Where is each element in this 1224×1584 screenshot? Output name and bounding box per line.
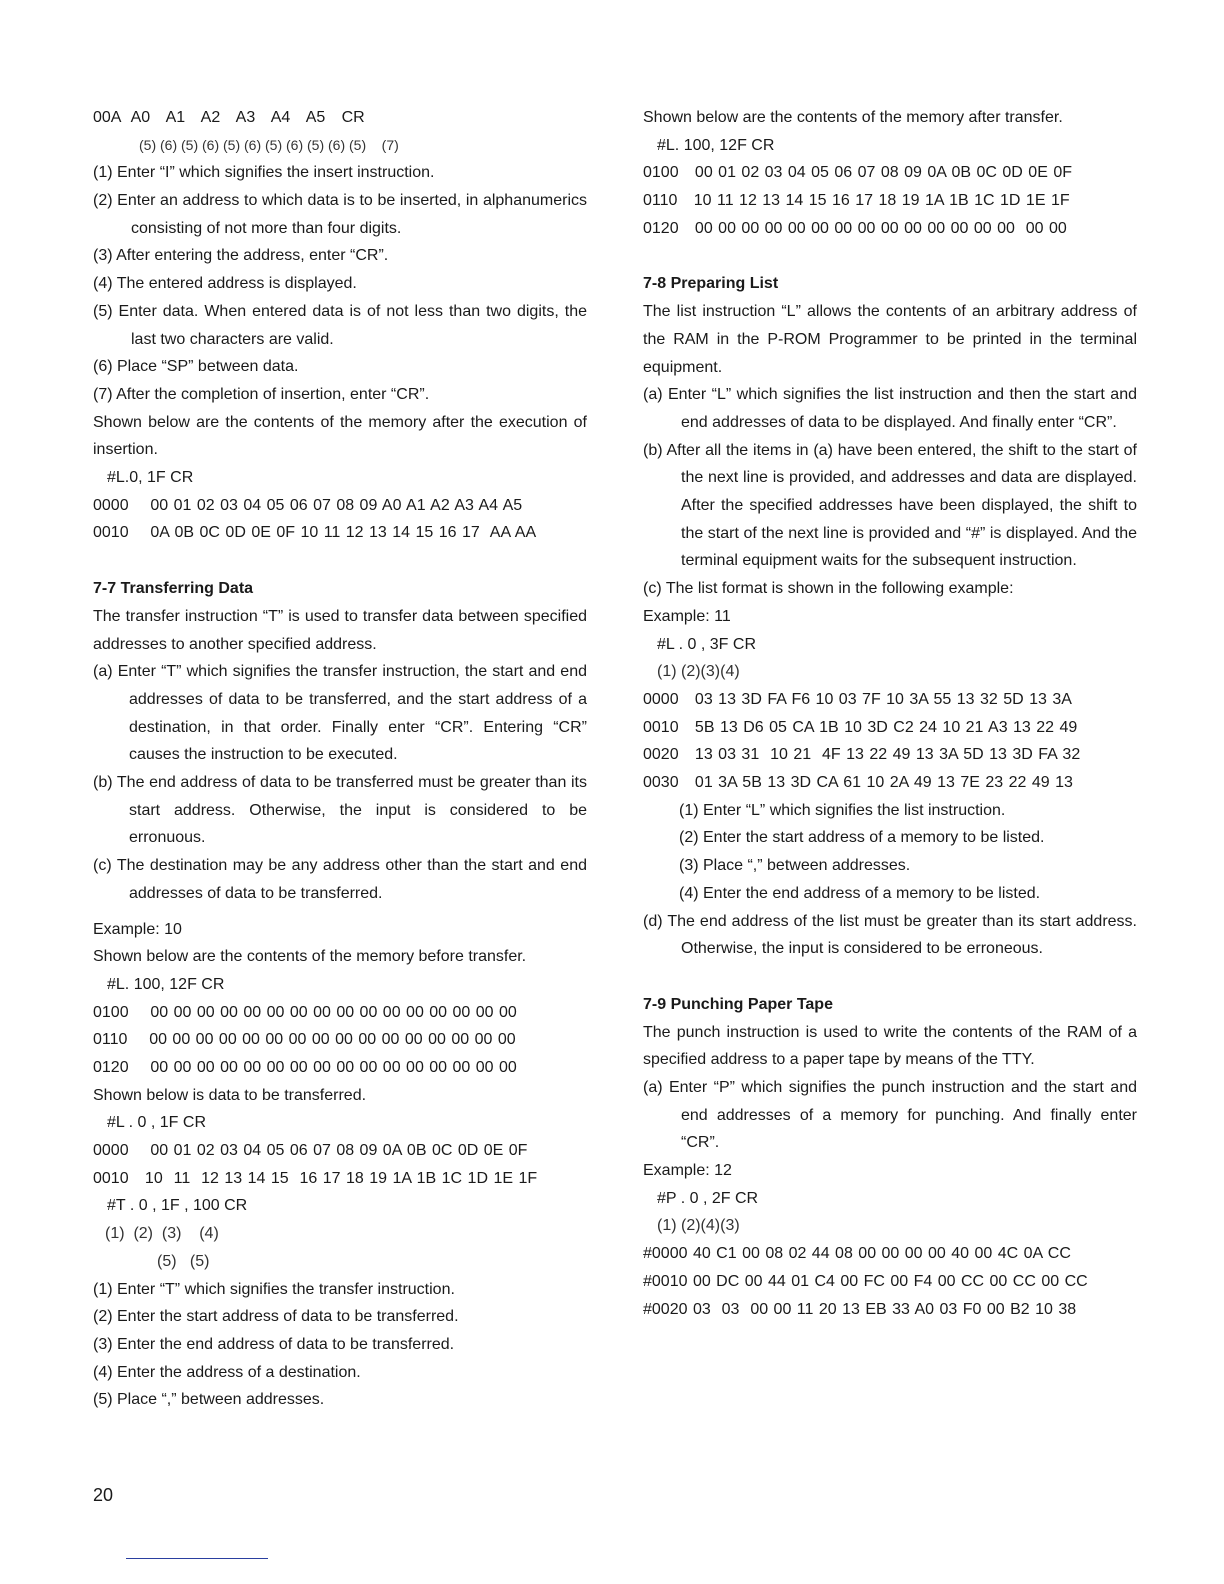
transfer-marks: (1) (2) (3) (4): [105, 1225, 219, 1243]
memory-row: 0120 00 00 00 00 00 00 00 00 00 00 00 00 00 00 00 00: [643, 219, 1067, 237]
transfer-item-b: (b) The end address of data to be transferred must be greater than its start address. Otherwise, the input is considered to be erronuous.: [93, 774, 587, 847]
list-step-2: (2) Enter the start address of a memory to be listed.: [679, 829, 1045, 847]
punch-command: #P . 0 , 2F CR: [657, 1189, 759, 1207]
insert-step-6: (6) Place “SP” between data.: [93, 358, 299, 376]
left-column: [93, 104, 587, 1414]
list-command: #L. 100, 12F CR: [107, 975, 225, 993]
memory-row: 0000 00 01 02 03 04 05 06 07 08 09 A0 A1 A2 A3 A4 A5: [93, 496, 523, 514]
insert-step-2: (2) Enter an address to which data is to be inserted, in alphanumerics consisting of not more than four digits.: [93, 192, 587, 237]
list-command: #L.0, 1F CR: [107, 469, 194, 487]
transfer-step-5: (5) Place “,” between addresses.: [93, 1391, 325, 1409]
memory-row: 0110 00 00 00 00 00 00 00 00 00 00 00 00 00 00 00 00: [93, 1031, 516, 1049]
memory-row: 0010 10 11 12 13 14 15 16 17 18 19 1A 1B 1C 1D 1E 1F: [93, 1169, 538, 1187]
list-item-d: (d) The end address of the list must be greater than its start address. Otherwise, the input is considered to be erroneous.: [643, 912, 1137, 958]
insert-step-7: (7) After the completion of insertion, enter “CR”.: [93, 386, 430, 403]
transfer-step-3: (3) Enter the end address of data to be transferred.: [93, 1335, 455, 1353]
list-step-1: (1) Enter “L” which signifies the list instruction.: [679, 801, 1006, 819]
transfer-item-a: (a) Enter “T” which signifies the transfer instruction, the start and end addresses of data to be transferred, and the start address of a destination, in that order. Finally enter “CR”. Entering “CR” causes the instruction to be executed.: [93, 663, 587, 764]
list-item-b: (b) After all the items in (a) have been entered, the shift to the start of the next line is provided, and addresses and data are displayed. After the specified addresses have been displayed, the shift to the start of the next line is provided and “#” is displayed. And the terminal equipment waits for the subsequent instruction.: [643, 441, 1137, 570]
list-command: #L . 0 , 1F CR: [107, 1114, 206, 1132]
insert-step-marks: (5) (6) (5) (6) (5) (6) (5) (6) (5) (6) (5) (7): [139, 136, 399, 153]
memory-row: 0010 5B 13 D6 05 CA 1B 10 3D C2 24 10 21 A3 13 22 49: [643, 718, 1078, 736]
section-7-8-heading: 7-8 Preparing List: [643, 275, 779, 293]
insert-step-1: (1) Enter “I” which signifies the insert instruction.: [93, 164, 435, 182]
before-transfer-intro: Shown below are the contents of the memory before transfer.: [93, 948, 527, 966]
memory-row: 0010 0A 0B 0C 0D 0E 0F 10 11 12 13 14 15 16 17 AA AA: [93, 524, 537, 542]
right-column: [643, 104, 1137, 1323]
transfer-step-4: (4) Enter the address of a destination.: [93, 1363, 361, 1381]
example-label: Example: 10: [93, 920, 182, 938]
insert-step-5: (5) Enter data. When entered data is of not less than two digits, the last two characters are valid.: [93, 302, 587, 348]
section-7-9-heading: 7-9 Punching Paper Tape: [643, 995, 833, 1013]
insert-command-line: 00A A0 A1 A2 A3 A4 A5 CR: [93, 109, 365, 126]
list-command: #L . 0 , 3F CR: [657, 635, 756, 653]
example-label: Example: 12: [643, 1162, 732, 1180]
insert-step-3: (3) After entering the address, enter “CR”.: [93, 247, 389, 265]
transfer-command: #T . 0 , 1F , 100 CR: [107, 1197, 248, 1215]
memory-row: 0020 13 03 31 10 21 4F 13 22 49 13 3A 5D 13 3D FA 32: [643, 746, 1081, 764]
section-7-7-heading: 7-7 Transferring Data: [93, 580, 254, 598]
memory-row: 0030 01 3A 5B 13 3D CA 61 10 2A 49 13 7E 23 22 49 13: [643, 774, 1073, 791]
memory-row: #0020 03 03 00 00 11 20 13 EB 33 A0 03 F0 00 B2 10 38: [643, 1300, 1077, 1318]
section-7-8-intro: The list instruction “L” allows the contents of an arbitrary address of the RAM in the P-ROM Programmer to be printed in the terminal equipment.: [643, 303, 1137, 376]
insert-step-4: (4) The entered address is displayed.: [93, 275, 357, 293]
example-label: Example: 11: [643, 607, 731, 625]
list-item-a: (a) Enter “L” which signifies the list instruction and then the start and end addresses of data to be displayed. And finally enter “CR”.: [643, 386, 1137, 431]
footer-rule: [126, 1558, 268, 1559]
memory-row: 0110 10 11 12 13 14 15 16 17 18 19 1A 1B 1C 1D 1E 1F: [643, 192, 1070, 210]
section-7-9-intro: The punch instruction is used to write the contents of the RAM of a specified address to a paper tape by means of the TTY.: [643, 1023, 1137, 1069]
list-step-3: (3) Place “,” between addresses.: [679, 857, 911, 875]
memory-row: 0120 00 00 00 00 00 00 00 00 00 00 00 00 00 00 00 00: [93, 1059, 517, 1077]
memory-row: 0000 00 01 02 03 04 05 06 07 08 09 0A 0B 0C 0D 0E 0F: [93, 1142, 528, 1160]
memory-row: #0010 00 DC 00 44 01 C4 00 FC 00 F4 00 CC 00 CC 00 CC: [643, 1272, 1088, 1290]
transfer-step-2: (2) Enter the start address of data to be transferred.: [93, 1308, 459, 1326]
list-step-4: (4) Enter the end address of a memory to be listed.: [679, 884, 1041, 902]
punch-marks: (1) (2)(4)(3): [657, 1217, 740, 1235]
after-insert-intro: Shown below are the contents of the memory after the execution of insertion.: [93, 413, 587, 459]
transfer-step-1: (1) Enter “T” which signifies the transfer instruction.: [93, 1280, 455, 1298]
memory-row: 0000 03 13 3D FA F6 10 03 7F 10 3A 55 13 32 5D 13 3A: [643, 690, 1072, 708]
punch-item-a: (a) Enter “P” which signifies the punch instruction and the start and end addresses of a memory for punching. And finally enter “CR”.: [643, 1079, 1137, 1152]
list-command: #L. 100, 12F CR: [657, 136, 775, 154]
memory-row: #0000 40 C1 00 08 02 44 08 00 00 00 00 40 00 4C 0A CC: [643, 1245, 1071, 1263]
list-marks: (1) (2)(3)(4): [657, 663, 740, 681]
data-to-transfer-intro: Shown below is data to be transferred.: [93, 1086, 367, 1104]
section-7-7-intro: The transfer instruction “T” is used to transfer data between specified addresses to another specified address.: [93, 607, 587, 653]
memory-row: 0100 00 01 02 03 04 05 06 07 08 09 0A 0B 0C 0D 0E 0F: [643, 164, 1072, 182]
memory-row: 0100 00 00 00 00 00 00 00 00 00 00 00 00 00 00 00 00: [93, 1003, 517, 1021]
after-transfer-intro: Shown below are the contents of the memory after transfer.: [643, 109, 1063, 126]
page-number: 20: [93, 1485, 114, 1505]
list-item-c: (c) The list format is shown in the following example:: [643, 580, 1014, 598]
transfer-marks-separators: (5) (5): [157, 1252, 210, 1270]
transfer-item-c: (c) The destination may be any address other than the start and end addresses of data to be transferred.: [93, 857, 587, 902]
